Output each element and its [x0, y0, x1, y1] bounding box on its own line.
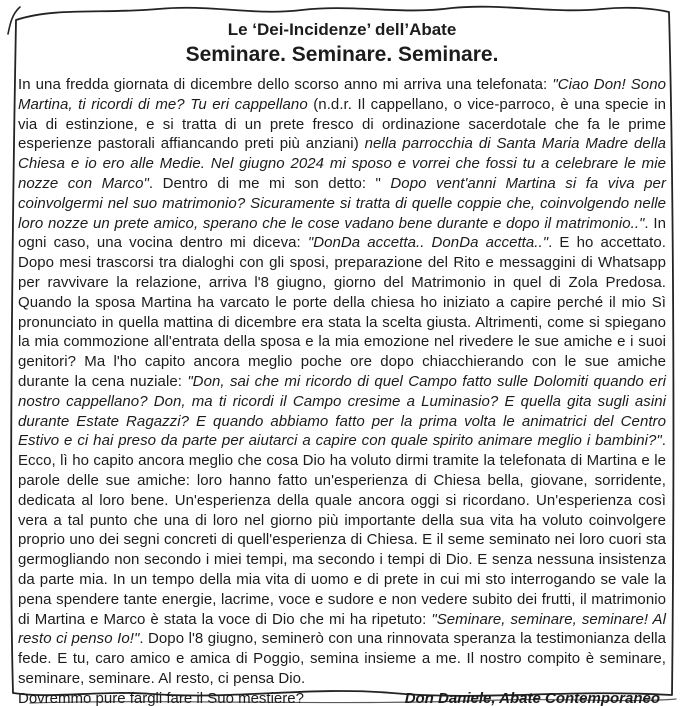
- article-body-paragraph: [18, 75, 666, 689]
- body-segment-quote: "Ciao Don! Sono Martina, ti ricordi di me? Tu eri cappellano: [18, 76, 666, 113]
- body-segment-quote: "Seminare, seminare, seminare! Al resto ci penso Io!": [18, 610, 666, 648]
- body-segment-quote: "Don, sai che mi ricordo di quel Campo fatto sulle Dolomiti quando eri nostro cappellano? Don, ma ti ricordi il Campo cresime a Luminasio? E quella gita sugli asini durante Estate Ragazzi? E quando abbiamo fatto per la prima volta le animatrici del Centro Estivo e ci hai preso da parte per aiutarci a capire con quale spirito animare meglio i bambini?": [18, 372, 666, 450]
- page-content: [18, 19, 666, 706]
- body-segment: (n.d.r. Il cappellano, o vice-parroco, è una specie in via di estinzione, e si tratta di un prete fresco di ordinazione sacerdotale che fa le prime esperienze pastorali affiancando preti più anziani): [18, 95, 666, 153]
- body-segment: . E ho accettato. Dopo mesi trascorsi tra dialoghi con gli sposi, preparazione del Rito e messaggini di Whatsapp per ravvivare la relazione, arriva l'8 giugno, giorno del Matrimonio in quel di Zola Predosa. Quando la sposa Martina ha varcato le porte della chiesa ho iniziato a capire perché il mio Sì pronunciato in quella mattina di dicembre era stata la scelta giusta. Altrimenti, come si spiegano la mia commozione all'entrata della sposa e la mia emozione nel rivedere le sue amiche e i suoi genitori? Ma l'ho capito ancora meglio poche ore dopo chiacchierando con le sue amiche durante la cena nuziale:: [18, 234, 666, 390]
- body-segment: . In ogni caso, una vocina dentro mi diceva:: [18, 214, 666, 252]
- body-segment: . Dopo l'8 giugno, seminerò con una rinnovata speranza la testimonianza della fede. E tu, caro amico e amica di Poggio, semina insieme a me. Il nostro compito è seminare, seminare, seminare. Al resto, ci pensa Dio.: [18, 630, 666, 687]
- body-segment: . Ecco, lì ho capito ancora meglio che cosa Dio ha voluto dirmi tramite la telefonata di Martina e le parole delle sue amiche: loro hanno fatto un'esperienza di Chiesa bella, giovane, sorridente, dedicata al loro bene. Un'esperienza della quale ancora oggi si ricordano. Un'esperienza così vera a tal punto che una di loro nel giorno più importante della sua vita ha voluto coinvolgere proprio uno dei segni concreti di quell'esperienza di Chiesa. E il seme seminato nei loro cuori sta germogliando non secondo i miei tempi, ma secondo i tempi di Dio. E senza nessuna insistenza da parte mia. In un tempo della mia vita di uomo e di prete in cui mi sto interrogando se vale la pena spendere tante energie, lacrime, voce e sudore e non vedere subito dei frutti, il matrimonio di Martina e Marco è stata la voce di Dio che mi ha ripetuto:: [18, 432, 666, 628]
- body-segment-quote: "DonDa accetta.. DonDa accetta..": [307, 234, 549, 252]
- rubric-title: Le ‘Dei-Incidenze’ dell’Abate: [227, 20, 457, 39]
- article-title: Seminare. Seminare. Seminare.: [185, 43, 499, 66]
- author-signature: Don Daniele, Abate Contemporaneo: [404, 689, 660, 706]
- body-segment-quote: Dopo vent'anni Martina si fa viva per coinvolgermi nel suo matrimonio? Sicuramente si tratta di quelle coppie che, coinvolgendo nelle loro nozze un prete amico, sperano che le cose vadano bene durante e dopo il matrimonio..": [18, 174, 666, 232]
- closing-line: [18, 689, 666, 706]
- closing-question: Dovremmo pure fargli fare il Suo mestiere?: [18, 689, 304, 706]
- body-segment: . Dentro di me mi son detto: ": [148, 174, 391, 192]
- body-segment-quote: nella parrocchia di Santa Maria Madre della Chiesa e io ero alle Medie. Nel giugno 2024 mi sposo e vorrei che fossi tu a celebrare le mie nozze con Marco": [18, 135, 666, 192]
- article-header: [18, 19, 666, 68]
- body-segment: In una fredda giornata di dicembre dello scorso anno mi arriva una telefonata:: [18, 76, 553, 93]
